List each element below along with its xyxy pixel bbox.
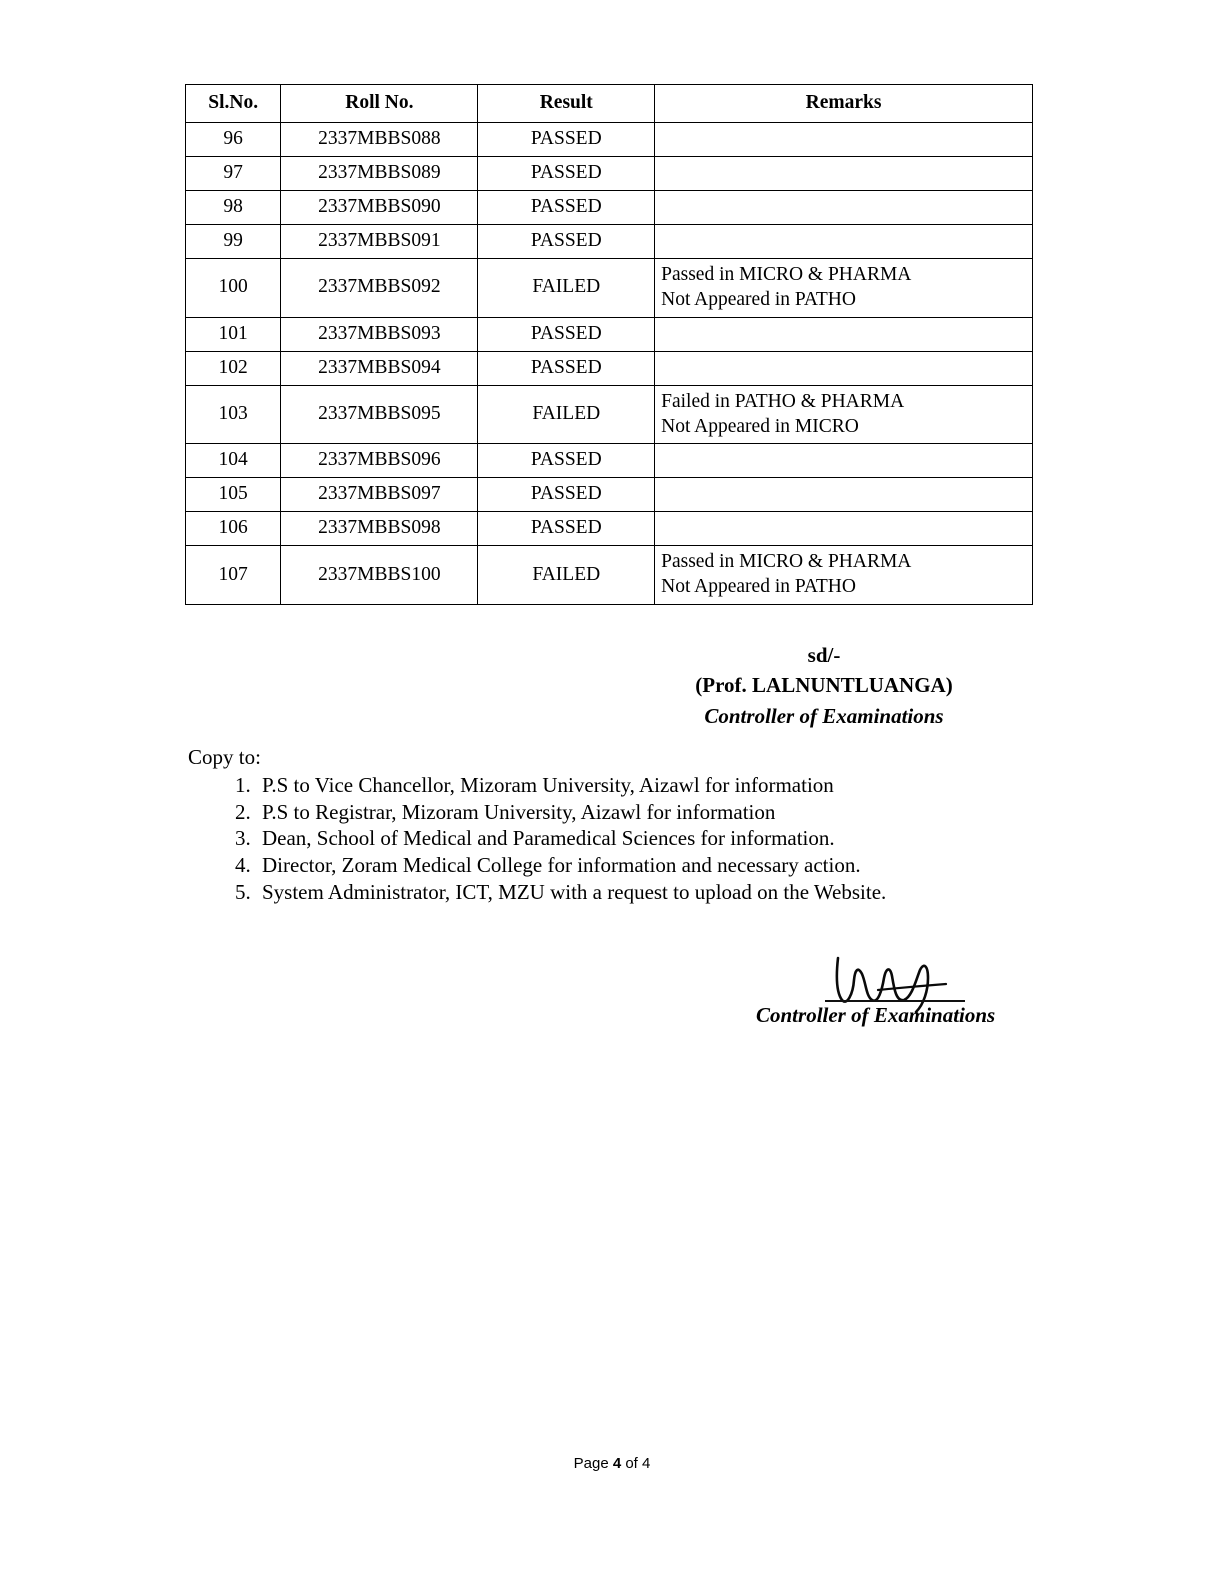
cell-rollno: 2337MBBS091 — [281, 224, 478, 258]
cell-remarks — [655, 258, 1033, 317]
cell-rollno: 2337MBBS092 — [281, 258, 478, 317]
cell-result: PASSED — [478, 156, 655, 190]
remark-line: Passed in MICRO & PHARMA — [661, 551, 912, 573]
page-footer — [0, 1455, 1224, 1472]
cell-result: FAILED — [478, 258, 655, 317]
cell-slno: 103 — [186, 385, 281, 444]
table-row — [186, 546, 1033, 605]
signature-block — [614, 640, 1034, 731]
signature-line — [825, 1000, 965, 1002]
table-row — [186, 385, 1033, 444]
list-item: 4. Director, Zoram Medical College for information and necessary action. — [256, 852, 886, 879]
signature-caption: Controller of Examinations — [756, 1003, 996, 1027]
table-row — [186, 258, 1033, 317]
remark-line: Not Appeared in MICRO — [661, 415, 859, 437]
table-row — [186, 478, 1033, 512]
cell-rollno: 2337MBBS090 — [281, 190, 478, 224]
cell-result: FAILED — [478, 385, 655, 444]
copy-to-section — [188, 745, 886, 905]
copy-to-heading: Copy to: — [188, 745, 261, 769]
cell-slno: 101 — [186, 317, 281, 351]
cell-result: PASSED — [478, 444, 655, 478]
cell-slno: 100 — [186, 258, 281, 317]
list-item: 2. P.S to Registrar, Mizoram University, Aizawl for information — [256, 799, 886, 826]
cell-rollno: 2337MBBS088 — [281, 122, 478, 156]
table-row — [186, 156, 1033, 190]
cell-remarks — [655, 385, 1033, 444]
table-row — [186, 444, 1033, 478]
table-row — [186, 351, 1033, 385]
table-header-row — [186, 85, 1033, 123]
list-item: 1. P.S to Vice Chancellor, Mizoram University, Aizawl for information — [256, 772, 886, 799]
cell-slno: 96 — [186, 122, 281, 156]
signatory-name: (Prof. LALNUNTLUANGA) — [695, 673, 953, 698]
remark-line: Not Appeared in PATHO — [661, 288, 856, 310]
table-row — [186, 512, 1033, 546]
column-header-rollno: Roll No. — [281, 85, 478, 123]
cell-remarks — [655, 478, 1033, 512]
table-row — [186, 317, 1033, 351]
cell-slno: 106 — [186, 512, 281, 546]
cell-remarks — [655, 444, 1033, 478]
cell-remarks — [655, 512, 1033, 546]
cell-remarks — [655, 224, 1033, 258]
table-row — [186, 190, 1033, 224]
cell-slno: 105 — [186, 478, 281, 512]
cell-remarks — [655, 546, 1033, 605]
remark-line: Passed in MICRO & PHARMA — [661, 263, 912, 285]
copy-to-list — [188, 772, 886, 905]
footer-middle: of — [621, 1455, 643, 1472]
footer-current-page: 4 — [612, 1455, 622, 1472]
cell-remarks — [655, 156, 1033, 190]
cell-rollno: 2337MBBS096 — [281, 444, 478, 478]
column-header-result: Result — [478, 85, 655, 123]
sd-marker: sd/- — [807, 643, 841, 667]
cell-result: PASSED — [478, 224, 655, 258]
cell-rollno: 2337MBBS095 — [281, 385, 478, 444]
cell-result: PASSED — [478, 512, 655, 546]
cell-rollno: 2337MBBS097 — [281, 478, 478, 512]
remark-line: Failed in PATHO & PHARMA — [661, 390, 905, 412]
cell-remarks — [655, 122, 1033, 156]
cell-remarks — [655, 351, 1033, 385]
cell-rollno: 2337MBBS100 — [281, 546, 478, 605]
cell-result: PASSED — [478, 317, 655, 351]
cell-result: PASSED — [478, 122, 655, 156]
table-row — [186, 122, 1033, 156]
signatory-title: Controller of Examinations — [704, 703, 944, 728]
cell-rollno: 2337MBBS093 — [281, 317, 478, 351]
cell-result: PASSED — [478, 351, 655, 385]
cell-slno: 98 — [186, 190, 281, 224]
cell-remarks — [655, 317, 1033, 351]
cell-rollno: 2337MBBS098 — [281, 512, 478, 546]
column-header-remarks: Remarks — [655, 85, 1033, 123]
cell-rollno: 2337MBBS089 — [281, 156, 478, 190]
column-header-slno: Sl.No. — [186, 85, 281, 123]
cell-slno: 104 — [186, 444, 281, 478]
cell-slno: 107 — [186, 546, 281, 605]
cell-slno: 99 — [186, 224, 281, 258]
table-row — [186, 224, 1033, 258]
cell-remarks — [655, 190, 1033, 224]
results-table — [185, 84, 1033, 605]
remark-line: Not Appeared in PATHO — [661, 576, 856, 598]
cell-slno: 97 — [186, 156, 281, 190]
cell-slno: 102 — [186, 351, 281, 385]
cell-result: PASSED — [478, 478, 655, 512]
cell-result: FAILED — [478, 546, 655, 605]
table-header — [186, 85, 1033, 123]
table-body — [186, 122, 1033, 604]
footer-total-pages: 4 — [642, 1455, 651, 1472]
cell-result: PASSED — [478, 190, 655, 224]
list-item: 5. System Administrator, ICT, MZU with a request to upload on the Website. — [256, 879, 886, 906]
list-item: 3. Dean, School of Medical and Paramedical Sciences for information. — [256, 825, 886, 852]
cell-rollno: 2337MBBS094 — [281, 351, 478, 385]
footer-prefix: Page — [573, 1455, 613, 1472]
